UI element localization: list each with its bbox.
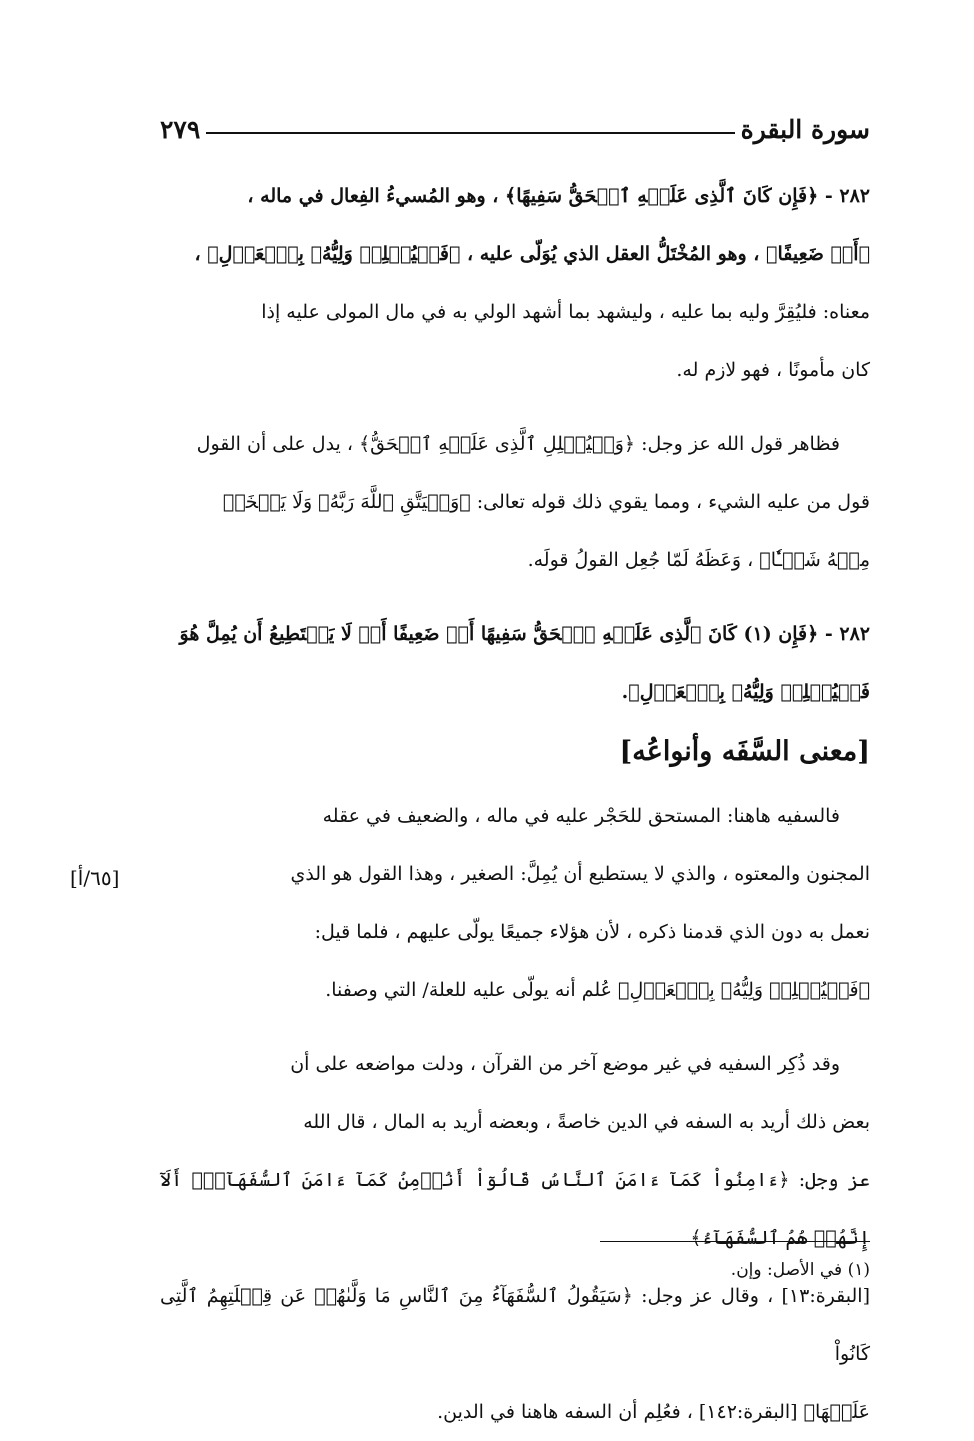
- text-line: معناه: فليُقِرَّ وليه بما عليه ، وليشهد بما أشهد الولي به في مال المولى عليه إذا: [261, 301, 870, 323]
- footnote-separator: [600, 1241, 870, 1242]
- edge-mark: [968, 0, 974, 20]
- paragraph: [160, 1035, 870, 1441]
- text-line: [البقرة:١٣] ، وقال عز وجل: ﴿سَيَقُولُ ٱلسُّفَهَآءُ مِنَ ٱلنَّاسِ مَا وَلَّىٰهُمۡ عَن قِبۡلَتِهِمُ ٱلَّتِى كَانُواْ: [160, 1285, 870, 1365]
- text-line: مِنۡهُ شَيۡـٔٗا﴾ ، وَعَظَهُ لَمّا جُعِل القولُ قولَه.: [527, 549, 870, 571]
- paragraph: [160, 167, 870, 399]
- text-line: نعمل به دون الذي قدمنا ذكره ، لأن هؤلاء جميعًا يولّى عليهم ، فلما قيل:: [314, 921, 870, 943]
- text-line: المجنون والمعتوه ، والذي لا يستطيع أن يُمِلَّ: الصغير ، وهذا القول هو الذي: [290, 863, 870, 885]
- header-rule: [206, 132, 734, 134]
- running-header: [160, 105, 870, 153]
- text-line: كان مأمونًا ، فهو لازم له.: [676, 359, 870, 381]
- page-number: ٢٧٩: [160, 114, 201, 144]
- paragraph: [160, 605, 870, 721]
- footnote: (١) في الأصل: وإن.: [730, 1260, 870, 1280]
- text-line: ﴿فَلۡيُمۡلِلۡ وَلِيُّهُۥ بِٱلۡعَدۡلِ﴾ عُلم أنه يولّى عليه للعلة/ التي وصفنا.: [325, 979, 870, 1001]
- text-line: قول من عليه الشيء ، ومما يقوي ذلك قوله تعالى: ﴿وَلۡيَتَّقِ ٱللَّهَ رَبَّهُۥ وَلَا يَبۡخَسۡ: [222, 491, 870, 513]
- text-line: عَلَيۡهَا﴾ [البقرة:١٤٢] ، فعُلِم أن السفه هاهنا في الدين.: [437, 1401, 870, 1423]
- text-line: بعض ذلك أريد به السفه في الدين خاصةً ، وبعضه أريد به المال ، قال الله: [303, 1111, 870, 1133]
- text-line: فَلۡيُمۡلِلۡ وَلِيُّهُۥ بِٱلۡعَدۡلِ﴾.: [621, 681, 870, 703]
- text-line: فظاهر قول الله عز وجل: ﴿وَلۡيُمۡلِلِ ٱلَّذِى عَلَيۡهِ ٱلۡحَقُّ﴾ ، يدل على أن القول: [196, 433, 840, 455]
- text-line: ٢٨٢ - ﴿فَإِن (١) كَانَ ٱلَّذِى عَلَيۡهِ ٱلۡحَقُّ سَفِيهًا أَوۡ ضَعِيفًا أَوۡ لَا يَسۡتَطِيعُ أَن يُمِلَّ هُوَ: [179, 623, 870, 645]
- text-line: فالسفيه هاهنا: المستحق للحَجْر عليه في ماله ، والضعيف في عقله: [322, 805, 840, 827]
- text-line: ٢٨٢ - ﴿فَإِن كَانَ ٱلَّذِى عَلَيۡهِ ٱلۡحَقُّ سَفِيهًا﴾ ، وهو المُسيءُ الفِعال في ماله ،: [247, 185, 870, 207]
- page-body: [160, 105, 870, 1423]
- text-line: وقد ذُكِر السفيه في غير موضع آخر من القرآن ، ودلت مواضعه على أن: [290, 1053, 840, 1075]
- text-line: ﴿أَوۡ ضَعِيفًا﴾ ، وهو المُخْتَلُّ العقل الذي يُوَلّى عليه ، ﴿فَلۡيُمۡلِلۡ وَلِيُّهُۥ بِٱلۡعَدۡلِ﴾ ،: [194, 243, 870, 265]
- text-line: عز وجل: ﴿ءَامِنُواْ كَمَآ ءَامَنَ ٱلنَّاسُ قَالُوٓاْ أَنُؤۡمِنُ كَمَآ ءَامَنَ ٱلسُّفَهَآءُۗ أَلَآ إِنَّهُمۡ هُمُ ٱلسُّفَهَآءُ﴾: [160, 1169, 870, 1249]
- paragraph: [160, 787, 870, 1019]
- section-heading: [معنى السَّفَه وأنواعُه]: [619, 736, 870, 767]
- manuscript-folio-marker: [٦٥/أ]: [70, 866, 120, 890]
- surah-title: سورة البقرة: [740, 114, 870, 144]
- paragraph: [160, 415, 870, 589]
